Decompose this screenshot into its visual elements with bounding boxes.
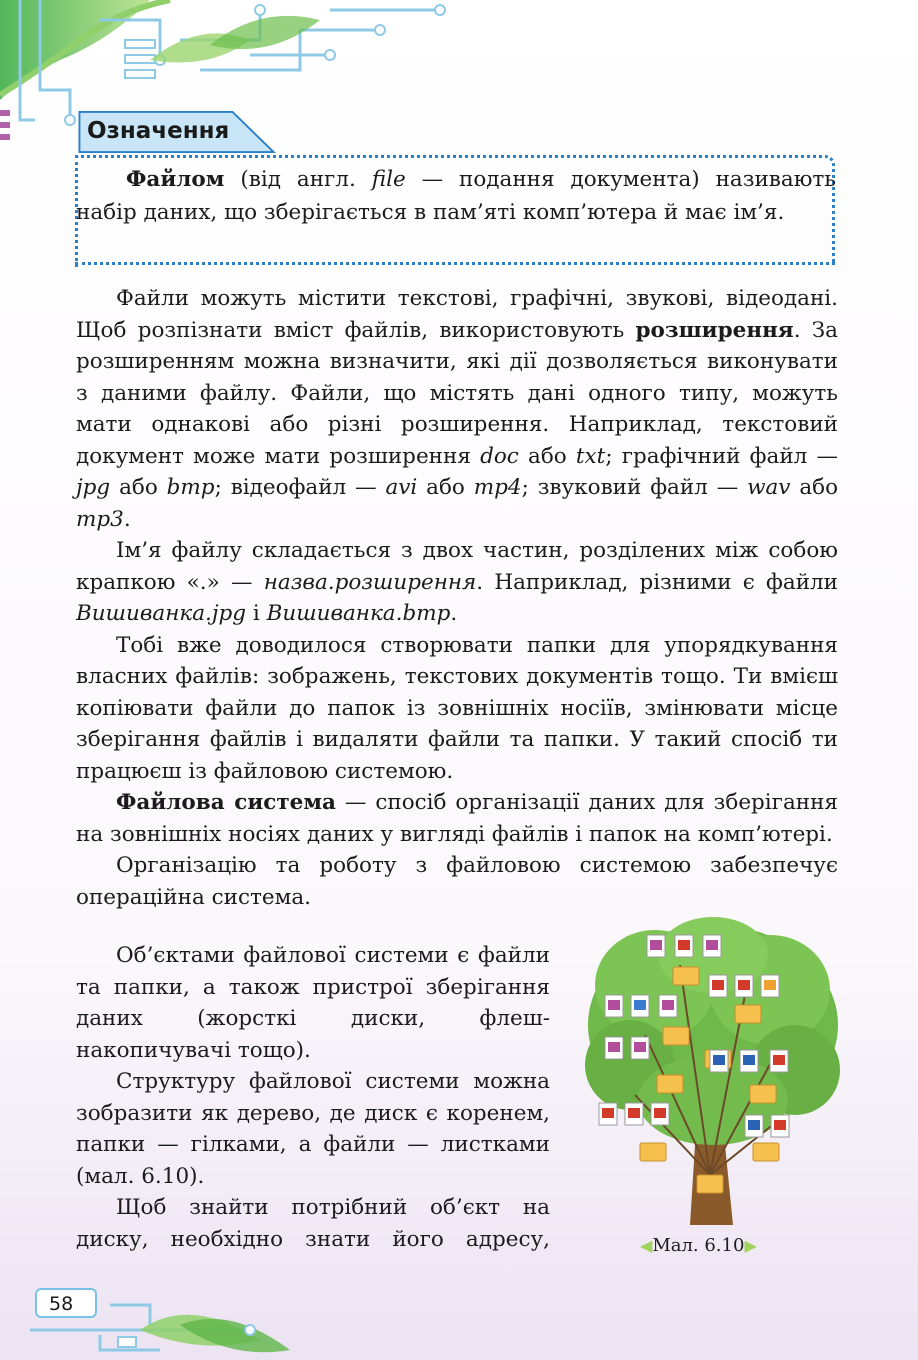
bold-term: розширення (635, 317, 794, 343)
text: або (518, 443, 576, 469)
ext: mp4 (473, 475, 522, 500)
ext: wav (747, 475, 791, 500)
ext: jpg (76, 475, 111, 500)
text: . За розширенням можна визначити, які дії дозволяється виконувати з даними файлу. Файли, що містять дані одного типу, можуть мати однакові або різні розширення. Наприклад, текстовий документ може мати розширення (76, 317, 839, 469)
text: Файли можуть містити текстові, графічні, звукові, відеодані. Щоб розпізнати вміст файлів, використовують (76, 286, 838, 343)
bold-term: Файлова система (116, 790, 336, 815)
left-column-text (76, 940, 550, 1255)
text: або (110, 475, 167, 500)
text: і (246, 601, 267, 626)
ext: mp3 (76, 506, 124, 532)
main-text (76, 283, 838, 913)
caption-right-arrow-icon: ▶ (744, 1236, 757, 1255)
definition-text (76, 163, 836, 229)
definition-italic-word: file (371, 167, 406, 192)
text: — спосіб організації даних для зберігання на зовнішніх носіях даних у вигляді файлів і папок на комп’ютері. (76, 790, 838, 847)
text: або (790, 475, 839, 500)
text: ; звуковий файл — (521, 475, 748, 500)
paragraph-address: Щоб знайти потрібний об’єкт на диску, необхідно знати його адресу, (76, 1195, 550, 1252)
text: ; відеофайл — (214, 475, 386, 500)
definition-tab-label: Означення (87, 118, 230, 144)
text: . (450, 601, 458, 626)
italic-text: Вишиванка.jpg (76, 601, 247, 626)
page-number: 58 (49, 1293, 74, 1315)
paragraph-extensions (76, 283, 838, 535)
caption-left-arrow-icon: ◀ (640, 1236, 653, 1255)
paragraph-objects: Об’єктами файлової системи є файли та папки, а також пристрої зберігання даних (жорсткі диски, флеш-накопичувачі тощо). (76, 943, 550, 1063)
paragraph-os: Організацію та роботу з файловою системою забезпечує операційна система. (76, 853, 838, 910)
ext: txt (575, 443, 606, 469)
text: . Наприклад, різними є файли (476, 569, 839, 595)
paragraph-filename (76, 535, 838, 630)
ext: bmp (166, 475, 215, 500)
ext: doc (480, 443, 519, 469)
caption-text: Мал. 6.10 (652, 1235, 745, 1256)
text: або (417, 475, 474, 500)
file-tree-illustration (585, 915, 840, 1225)
text: Ім’я файлу складається з двох частин, розділених між собою крапкою «.» — (76, 538, 838, 595)
definition-term: Файлом (126, 167, 225, 192)
page-number-box (35, 1288, 97, 1318)
italic-text: назва.розширення (263, 569, 477, 595)
text: ; графічний файл — (605, 443, 838, 469)
definition-text-part: — подання документа) називають набір даних, що зберігається в пам’яті комп’ютера й має ім’я. (76, 167, 837, 225)
definition-text-part: (від англ. (224, 167, 372, 192)
figure-caption (640, 1235, 757, 1256)
paragraph-folders: Тобі вже доводилося створювати папки для упорядкування власних файлів: зображень, текстових документів тощо. Ти вмієш копіювати файли до папок із зовнішніх носіїв, змінювати місце зберігання файлів і видаляти файли та папки. У такий спосіб ти працюєш із файловою системою. (76, 632, 838, 784)
italic-text: Вишиванка.bmp (266, 601, 451, 626)
paragraph-tree: Структуру файлової системи можна зобразити як дерево, де диск є коренем, папки — гілками, а файли — листками (мал. 6.10). (76, 1069, 550, 1189)
ext: avi (385, 475, 418, 500)
text: . (123, 506, 131, 532)
paragraph-file-system (76, 787, 838, 850)
